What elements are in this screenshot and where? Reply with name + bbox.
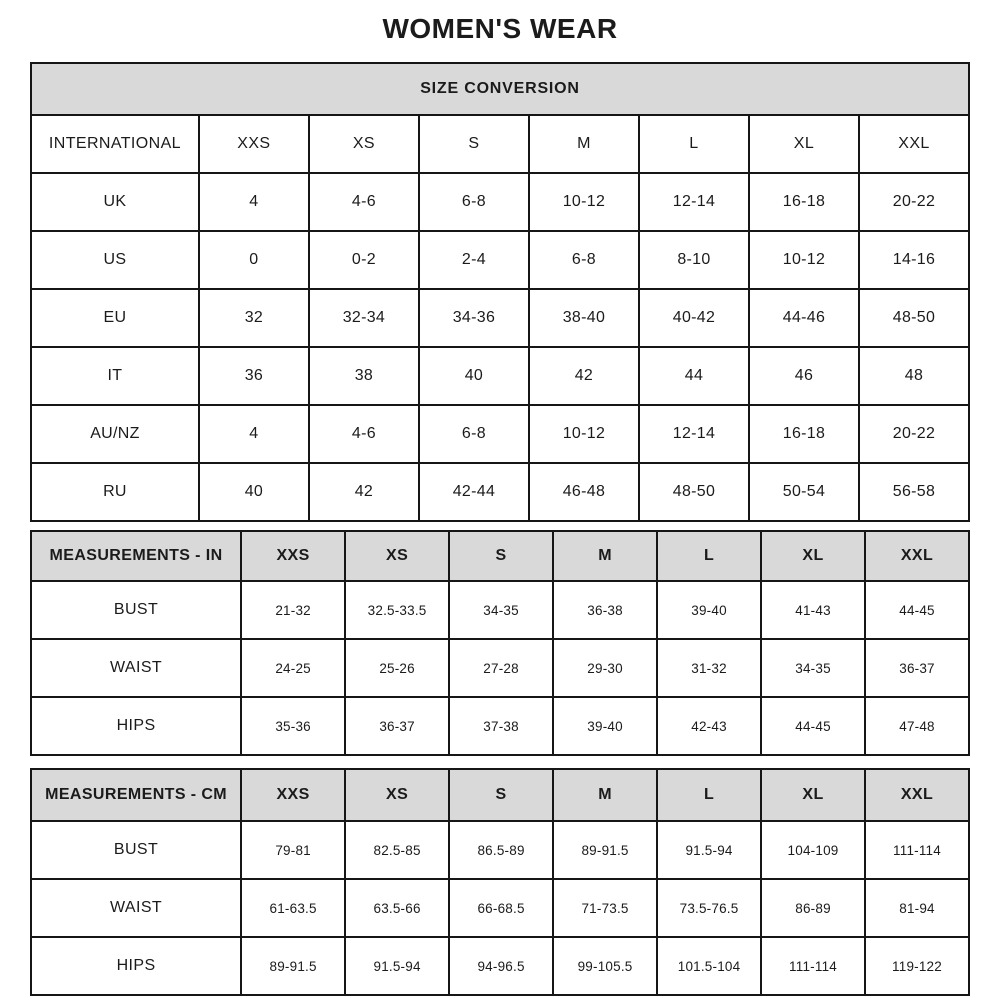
size-cell: 34-36	[419, 289, 529, 347]
table-banner: SIZE CONVERSION	[31, 63, 969, 115]
size-cell: 16-18	[749, 173, 859, 231]
size-conversion-table	[30, 62, 970, 522]
size-cell: 38	[309, 347, 419, 405]
size-cell: 42	[309, 463, 419, 521]
column-header-s: S	[449, 769, 553, 821]
size-cell: 36-38	[553, 581, 657, 639]
size-cell: 86.5-89	[449, 821, 553, 879]
table-row	[31, 405, 969, 463]
size-cell: 99-105.5	[553, 937, 657, 995]
table-row	[31, 821, 969, 879]
size-cell: 39-40	[657, 581, 761, 639]
size-cell: 34-35	[761, 639, 865, 697]
page-title: WOMEN'S WEAR	[382, 13, 618, 44]
column-header-xxl: XXL	[865, 769, 969, 821]
size-cell: 36-37	[865, 639, 969, 697]
column-header-xs: XS	[345, 531, 449, 581]
size-cell: 20-22	[859, 173, 969, 231]
size-cell: 66-68.5	[449, 879, 553, 937]
size-cell: 56-58	[859, 463, 969, 521]
size-cell: 42	[529, 347, 639, 405]
size-cell: 36-37	[345, 697, 449, 755]
table-row	[31, 581, 969, 639]
size-cell: 24-25	[241, 639, 345, 697]
size-cell: 46	[749, 347, 859, 405]
column-header-l: L	[657, 531, 761, 581]
column-header-m: M	[529, 115, 639, 173]
row-label: HIPS	[31, 937, 241, 995]
size-cell: 42-43	[657, 697, 761, 755]
row-label: AU/NZ	[31, 405, 199, 463]
size-cell: 61-63.5	[241, 879, 345, 937]
size-cell: 81-94	[865, 879, 969, 937]
column-header-m: M	[553, 769, 657, 821]
column-header-l: L	[639, 115, 749, 173]
column-header-xl: XL	[761, 531, 865, 581]
size-cell: 6-8	[419, 405, 529, 463]
size-cell: 48	[859, 347, 969, 405]
size-cell: 44-46	[749, 289, 859, 347]
column-header-row	[31, 115, 969, 173]
size-cell: 10-12	[749, 231, 859, 289]
size-cell: 89-91.5	[241, 937, 345, 995]
size-cell: 36	[199, 347, 309, 405]
column-header-xs: XS	[345, 769, 449, 821]
size-cell: 37-38	[449, 697, 553, 755]
row-label: BUST	[31, 581, 241, 639]
column-header-xxs: XXS	[241, 531, 345, 581]
row-label: HIPS	[31, 697, 241, 755]
size-cell: 12-14	[639, 405, 749, 463]
column-header-row	[31, 769, 969, 821]
table-label-header: INTERNATIONAL	[31, 115, 199, 173]
size-cell: 29-30	[553, 639, 657, 697]
size-cell: 20-22	[859, 405, 969, 463]
column-header-xs: XS	[309, 115, 419, 173]
column-header-xxs: XXS	[199, 115, 309, 173]
size-cell: 91.5-94	[345, 937, 449, 995]
size-cell: 86-89	[761, 879, 865, 937]
size-cell: 21-32	[241, 581, 345, 639]
column-header-m: M	[553, 531, 657, 581]
size-cell: 32	[199, 289, 309, 347]
row-label: US	[31, 231, 199, 289]
size-cell: 32.5-33.5	[345, 581, 449, 639]
table-row	[31, 289, 969, 347]
column-header-s: S	[449, 531, 553, 581]
size-cell: 91.5-94	[657, 821, 761, 879]
size-cell: 63.5-66	[345, 879, 449, 937]
row-label: UK	[31, 173, 199, 231]
size-cell: 101.5-104	[657, 937, 761, 995]
size-cell: 10-12	[529, 405, 639, 463]
size-cell: 104-109	[761, 821, 865, 879]
row-label: EU	[31, 289, 199, 347]
row-label: RU	[31, 463, 199, 521]
size-cell: 50-54	[749, 463, 859, 521]
table-row	[31, 879, 969, 937]
table-row	[31, 639, 969, 697]
size-cell: 40	[419, 347, 529, 405]
size-cell: 12-14	[639, 173, 749, 231]
size-cell: 8-10	[639, 231, 749, 289]
size-cell: 10-12	[529, 173, 639, 231]
row-label: IT	[31, 347, 199, 405]
size-cell: 25-26	[345, 639, 449, 697]
size-cell: 119-122	[865, 937, 969, 995]
row-label: WAIST	[31, 639, 241, 697]
table-row	[31, 173, 969, 231]
table-label-header: MEASUREMENTS - CM	[31, 769, 241, 821]
size-cell: 48-50	[859, 289, 969, 347]
column-header-xl: XL	[761, 769, 865, 821]
column-header-xxs: XXS	[241, 769, 345, 821]
size-cell: 42-44	[419, 463, 529, 521]
size-cell: 2-4	[419, 231, 529, 289]
size-cell: 4	[199, 405, 309, 463]
table-row	[31, 937, 969, 995]
table-label-header: MEASUREMENTS - IN	[31, 531, 241, 581]
table-banner-row	[31, 63, 969, 115]
size-cell: 40-42	[639, 289, 749, 347]
size-cell: 4	[199, 173, 309, 231]
column-header-xxl: XXL	[859, 115, 969, 173]
size-cell: 41-43	[761, 581, 865, 639]
size-cell: 73.5-76.5	[657, 879, 761, 937]
size-cell: 16-18	[749, 405, 859, 463]
size-cell: 4-6	[309, 173, 419, 231]
size-cell: 46-48	[529, 463, 639, 521]
size-cell: 6-8	[529, 231, 639, 289]
size-cell: 44-45	[761, 697, 865, 755]
size-cell: 48-50	[639, 463, 749, 521]
size-cell: 6-8	[419, 173, 529, 231]
size-cell: 0-2	[309, 231, 419, 289]
size-cell: 82.5-85	[345, 821, 449, 879]
size-cell: 34-35	[449, 581, 553, 639]
column-header-xl: XL	[749, 115, 859, 173]
size-cell: 94-96.5	[449, 937, 553, 995]
size-cell: 89-91.5	[553, 821, 657, 879]
size-cell: 44	[639, 347, 749, 405]
table-row	[31, 231, 969, 289]
table-row	[31, 347, 969, 405]
column-header-row	[31, 531, 969, 581]
measurements-in-table	[30, 530, 970, 756]
size-cell: 39-40	[553, 697, 657, 755]
row-label: BUST	[31, 821, 241, 879]
size-cell: 44-45	[865, 581, 969, 639]
size-cell: 32-34	[309, 289, 419, 347]
size-cell: 40	[199, 463, 309, 521]
column-header-l: L	[657, 769, 761, 821]
size-cell: 27-28	[449, 639, 553, 697]
size-cell: 14-16	[859, 231, 969, 289]
size-cell: 35-36	[241, 697, 345, 755]
table-row	[31, 463, 969, 521]
table-row	[31, 697, 969, 755]
size-cell: 71-73.5	[553, 879, 657, 937]
column-header-xxl: XXL	[865, 531, 969, 581]
size-cell: 0	[199, 231, 309, 289]
size-cell: 47-48	[865, 697, 969, 755]
column-header-s: S	[419, 115, 529, 173]
size-cell: 38-40	[529, 289, 639, 347]
size-cell: 111-114	[761, 937, 865, 995]
measurements-cm-table	[30, 768, 970, 996]
size-cell: 79-81	[241, 821, 345, 879]
size-cell: 4-6	[309, 405, 419, 463]
row-label: WAIST	[31, 879, 241, 937]
size-cell: 31-32	[657, 639, 761, 697]
size-cell: 111-114	[865, 821, 969, 879]
